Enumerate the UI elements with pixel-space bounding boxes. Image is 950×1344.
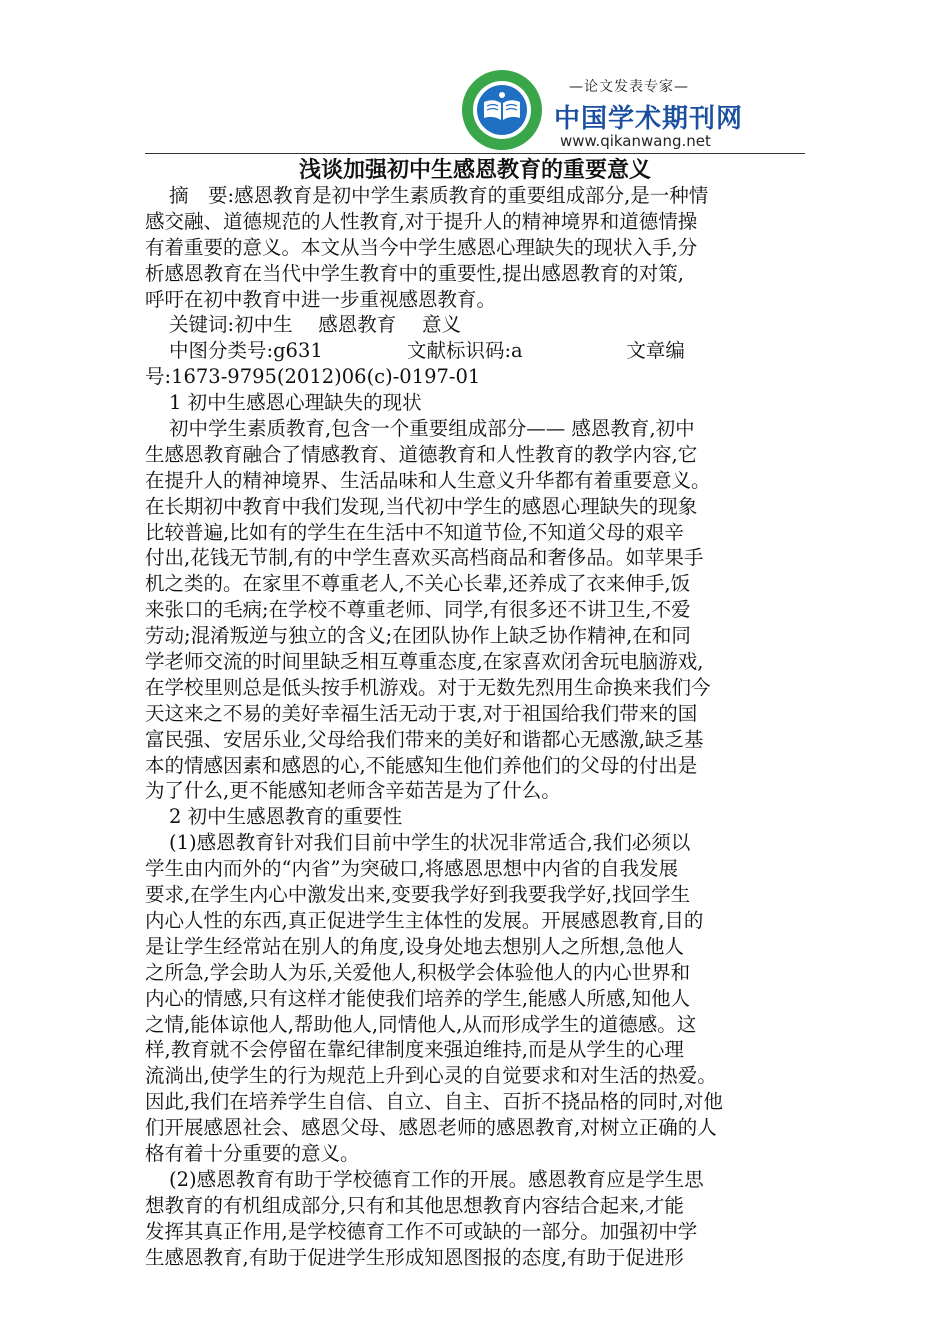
article-title: 浅谈加强初中生感恩教育的重要意义 — [298, 158, 651, 183]
text-line: 学老师交流的时间里缺乏相互尊重态度,在家喜欢闭舍玩电脑游戏, — [145, 650, 704, 674]
text-line: 学生由内而外的“内省”为突破口,将感恩思想中内省的自我发展 — [145, 857, 679, 881]
text-line: 付出,花钱无节制,有的中学生喜欢买高档商品和奢侈品。如苹果手 — [145, 546, 704, 570]
text-line: 比较普遍,比如有的学生在生活中不知道节俭,不知道父母的艰辛 — [145, 520, 684, 544]
text-line: 想教育的有机组成部分,只有和其他思想教育内容结合起来,才能 — [145, 1193, 684, 1217]
text-line: 中图分类号:g631 文献标识码:a 文章编 — [169, 339, 685, 363]
text-line: 因此,我们在培养学生自信、自立、自主、百折不挠品格的同时,对他 — [145, 1090, 723, 1114]
text-line: 2 初中生感恩教育的重要性 — [169, 805, 403, 829]
text-line: 要求,在学生内心中激发出来,变要我学好到我要我学好,找回学生 — [145, 883, 691, 907]
text-line: 内心的情感,只有这样才能使我们培养的学生,能感人所感,知他人 — [145, 986, 691, 1010]
text-line: 流淌出,使学生的行为规范上升到心灵的自觉要求和对生活的热爱。 — [145, 1064, 717, 1088]
text-line: 天这来之不易的美好幸福生活无动于衷,对于祖国给我们带来的国 — [145, 701, 698, 725]
text-line: (1)感恩教育针对我们目前中学生的状况非常适合,我们必须以 — [169, 831, 691, 855]
text-line: 样,教育就不会停留在靠纪律制度来强迫维持,而是从学生的心理 — [145, 1038, 684, 1062]
text-line: 为了什么,更不能感知老师含辛茹苦是为了什么。 — [145, 779, 561, 803]
text-line: 号:1673-9795(2012)06(c)-0197-01 — [145, 365, 481, 389]
text-line: 本的情感因素和感恩的心,不能感知生他们养他们的父母的付出是 — [145, 753, 698, 777]
text-line: (2)感恩教育有助于学校德育工作的开展。感恩教育应是学生思 — [169, 1167, 704, 1191]
text-line: 生感恩教育,有助于促进学生形成知恩图报的态度,有助于促进形 — [145, 1245, 684, 1269]
text-line: 劳动;混淆叛逆与独立的含义;在团队协作上缺乏协作精神,在和同 — [145, 624, 691, 648]
text-line: 富民强、安居乐业,父母给我们带来的美好和谐都心无感激,缺乏基 — [145, 727, 704, 751]
text-line: 是让学生经常站在别人的角度,设身处地去想别人之所想,急他人 — [145, 934, 684, 958]
logo-emblem-icon — [460, 68, 544, 152]
text-line: 机之类的。在家里不尊重老人,不关心长辈,还养成了衣来伸手,饭 — [145, 572, 691, 596]
logo-tagline: —论文发表专家— — [569, 79, 689, 95]
text-line: 之所急,学会助人为乐,关爱他人,积极学会体验他人的内心世界和 — [145, 960, 691, 984]
text-line: 感交融、道德规范的人性教育,对于提升人的精神境界和道德情操 — [145, 209, 698, 233]
text-line: 摘 要:感恩教育是初中学生素质教育的重要组成部分,是一种情 — [169, 184, 709, 207]
text-line: 生感恩教育融合了情感教育、道德教育和人性教育的教学内容,它 — [145, 442, 698, 466]
text-line: 内心人性的东西,真正促进学生主体性的发展。开展感恩教育,目的 — [145, 908, 704, 932]
logo-url: www.qikanwang.net — [560, 132, 711, 150]
logo-brand-name: 中国学术期刊网 — [554, 104, 744, 134]
header-divider — [145, 153, 805, 154]
text-line: 初中学生素质教育,包含一个重要组成部分—— 感恩教育,初中 — [169, 417, 695, 441]
text-line: 在提升人的精神境界、生活品味和人生意义升华都有着重要意义。 — [145, 468, 711, 492]
text-line: 关键词:初中生 感恩教育 意义 — [169, 313, 461, 337]
text-line: 格有着十分重要的意义。 — [145, 1141, 360, 1165]
text-line: 在学校里则总是低头按手机游戏。对于无数先烈用生命换来我们今 — [145, 675, 711, 699]
text-line: 们开展感恩社会、感恩父母、感恩老师的感恩教育,对树立正确的人 — [145, 1116, 717, 1140]
site-logo[interactable] — [460, 68, 744, 158]
text-line: 发挥其真正作用,是学校德育工作不可或缺的一部分。加强初中学 — [145, 1219, 698, 1243]
text-line: 在长期初中教育中我们发现,当代初中学生的感恩心理缺失的现象 — [145, 494, 698, 518]
text-line: 来张口的毛病;在学校不尊重老师、同学,有很多还不讲卫生,不爱 — [145, 598, 691, 622]
text-line: 1 初中生感恩心理缺失的现状 — [169, 391, 422, 415]
text-line: 有着重要的意义。本文从当今中学生感恩心理缺失的现状入手,分 — [145, 235, 698, 259]
text-line: 之情,能体谅他人,帮助他人,同情他人,从而形成学生的道德感。这 — [145, 1012, 697, 1036]
article-body — [145, 183, 805, 1270]
text-line: 析感恩教育在当代中学生教育中的重要性,提出感恩教育的对策, — [145, 261, 684, 285]
text-line: 呼吁在初中教育中进一步重视感恩教育。 — [145, 287, 497, 311]
